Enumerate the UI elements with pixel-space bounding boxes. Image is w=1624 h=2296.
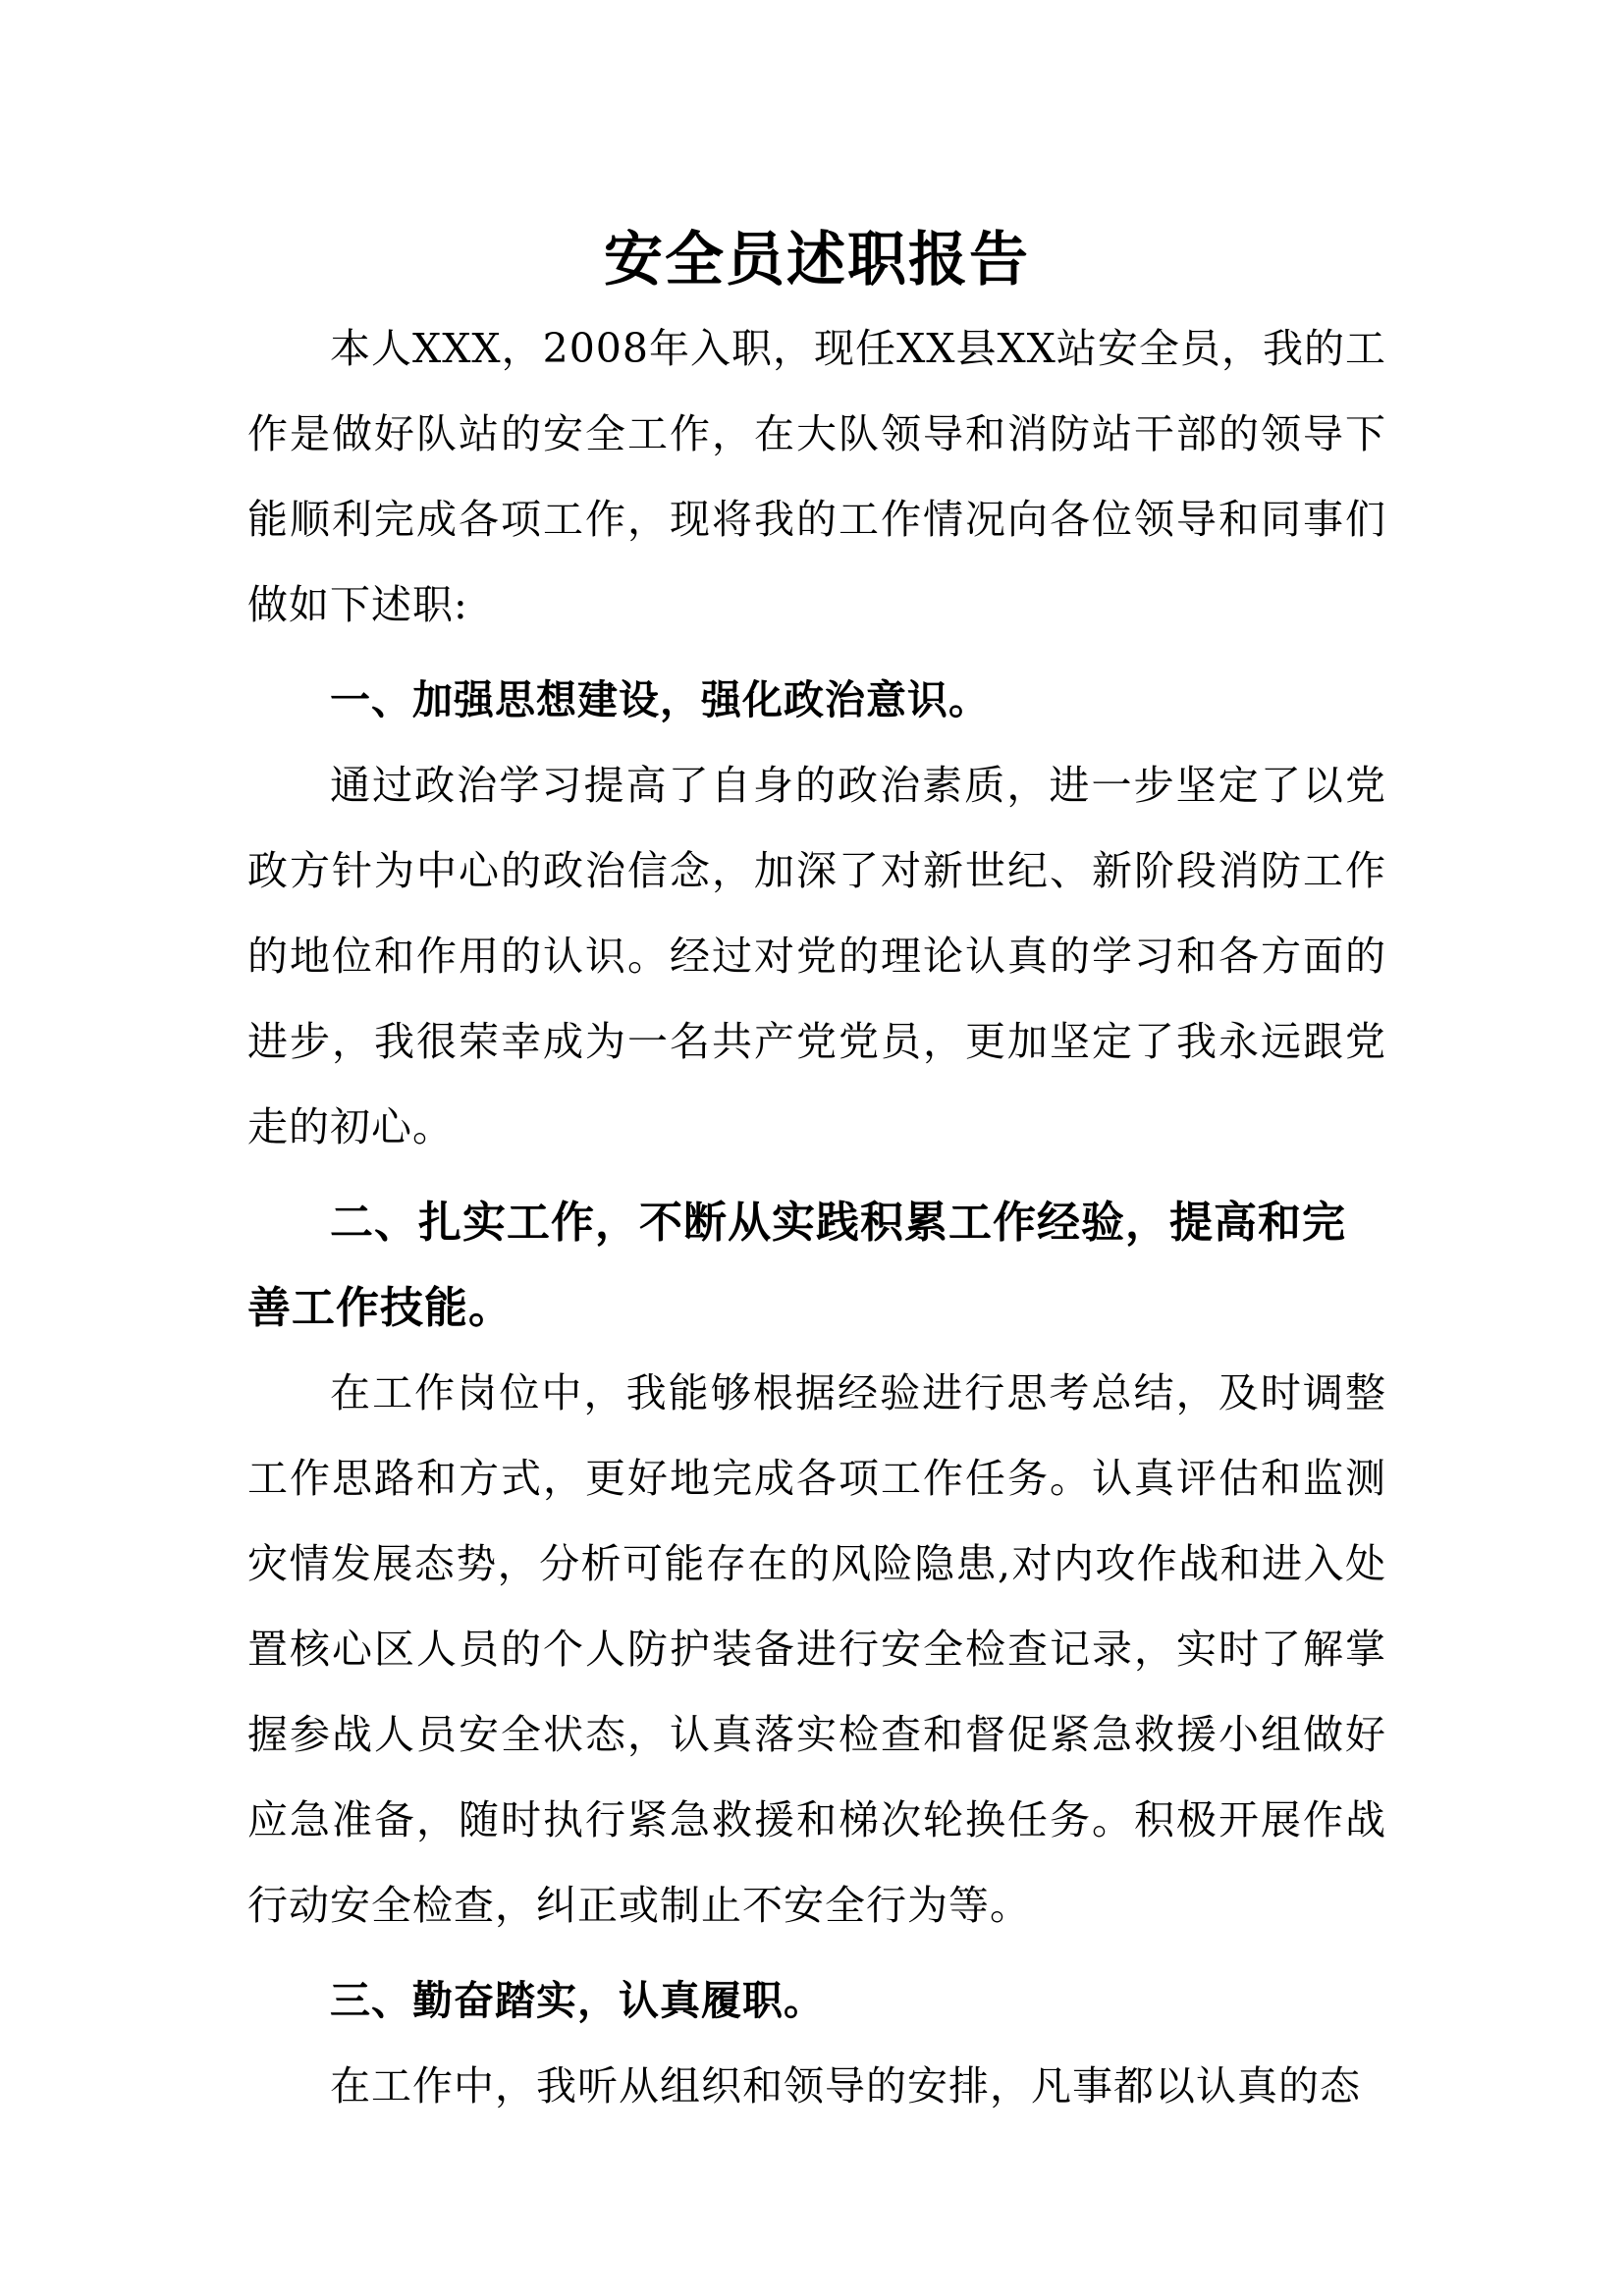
- document-title: 安全员述职报告: [604, 226, 1030, 294]
- document-content: [247, 216, 1386, 2129]
- section-3-body: 在工作中，我听从组织和领导的安排，凡事都以认真的态: [330, 2062, 1361, 2109]
- intro-paragraph: 本人XXX，2008年入职，现任XX县XX站安全员，我的工作是做好队站的安全工作，在大队领导和消防站干部的领导下能顺利完成各项工作，现将我的工作情况向各位领导和同事们做如下述职:: [247, 325, 1386, 628]
- section-1-body: 通过政治学习提高了自身的政治素质，进一步坚定了以党政方针为中心的政治信念，加深了对新世纪、新阶段消防工作的地位和作用的认识。经过对党的理论认真的学习和各方面的进步，我很荣幸成为一名共产党党员，更加坚定了我永远跟党走的初心。: [247, 762, 1386, 1150]
- section-1-heading: 一、加强思想建设，强化政治意识。: [330, 676, 990, 723]
- section-2-body: 在工作岗位中，我能够根据经验进行思考总结，及时调整工作思路和方式，更好地完成各项工作任务。认真评估和监测灾情发展态势，分析可能存在的风险隐患,对内攻作战和进入处置核心区人员的个人防护装备进行安全检查记录，实时了解掌握参战人员安全状态，认真落实检查和督促紧急救援小组做好应急准备，随时执行紧急救援和梯次轮换任务。积极开展作战行动安全检查，纠正或制止不安全行为等。: [247, 1369, 1386, 1929]
- section-2-heading: 二、扎实工作，不断从实践积累工作经验，提高和完善工作技能。: [247, 1198, 1346, 1333]
- section-3-heading: 三、勤奋踏实，认真履职。: [330, 1977, 825, 2024]
